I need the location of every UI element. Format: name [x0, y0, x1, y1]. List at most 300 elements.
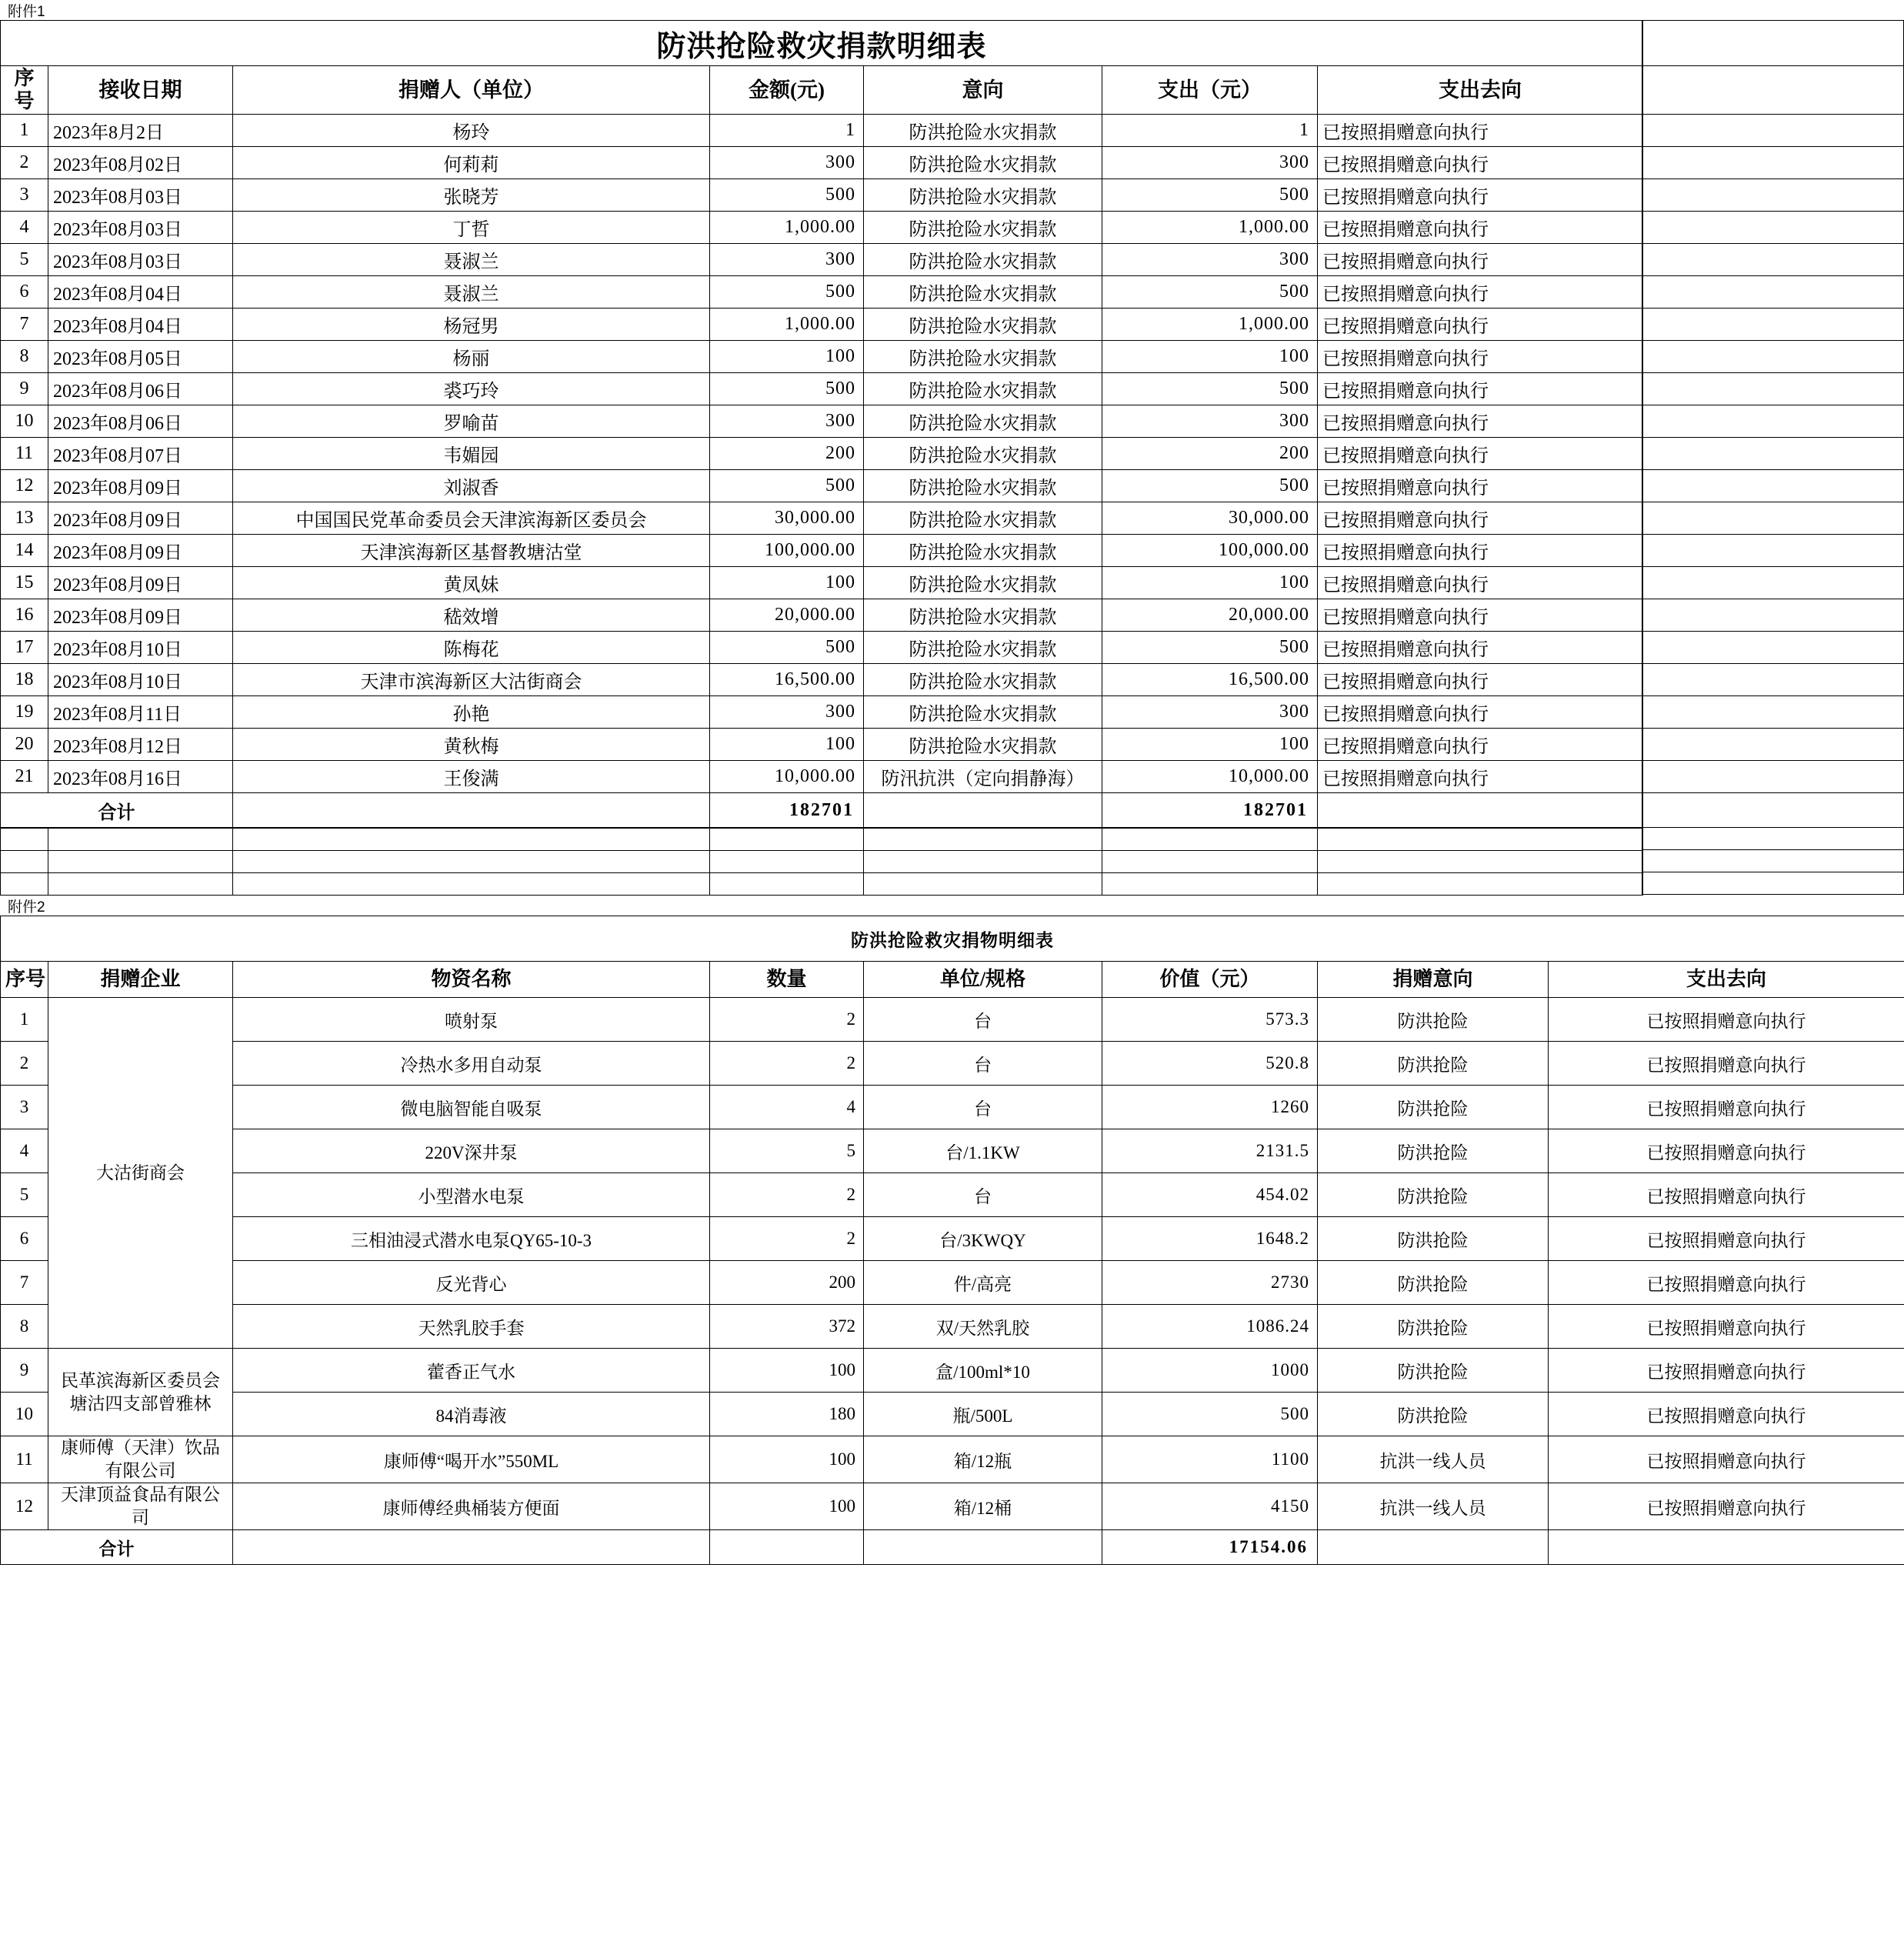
cell-intent: 防洪抢险水灾捐款: [864, 115, 1102, 147]
empty-cell: [1642, 341, 1904, 373]
empty-row: [1642, 599, 1904, 632]
cell-amount: 500: [710, 470, 864, 502]
empty-row: [1642, 405, 1904, 438]
empty-row: [1642, 793, 1904, 828]
cell-expense: 500: [1102, 179, 1318, 212]
cell-donor: 张晓芳: [233, 179, 710, 212]
col-header-amount: 金额(元): [710, 66, 864, 115]
total-blank-donor: [233, 793, 710, 828]
table-row: [1, 244, 1643, 276]
cell-item: 微电脑智能自吸泵: [233, 1086, 710, 1129]
cell-date: 2023年08月12日: [48, 729, 233, 761]
cell-direction: 已按照捐赠意向执行: [1318, 309, 1643, 341]
cell-no: 4: [1, 212, 48, 244]
total-amount: 182701: [710, 793, 864, 828]
cell-direction: 已按照捐赠意向执行: [1318, 729, 1643, 761]
cell-donor: 黄凤妹: [233, 567, 710, 599]
cell-intent: 抗洪一线人员: [1318, 1436, 1549, 1483]
cell-direction: 已按照捐赠意向执行: [1318, 696, 1643, 729]
cell-date: 2023年08月02日: [48, 147, 233, 179]
cell-intent: 防洪抢险水灾捐款: [864, 309, 1102, 341]
cell-no: 14: [1, 535, 48, 567]
empty-cell: [1, 829, 48, 851]
cell-donor: 孙艳: [233, 696, 710, 729]
cell-direction: 已按照捐赠意向执行: [1549, 1261, 1904, 1305]
cell-no: 1: [1, 998, 48, 1042]
empty-row: [1, 873, 1643, 896]
table-row: [1, 1042, 1904, 1086]
cell-amount: 500: [710, 179, 864, 212]
table-row: [1, 664, 1643, 696]
cell-donor: 韦媚园: [233, 438, 710, 470]
cell-value: 4150: [1102, 1483, 1318, 1530]
cell-value: 454.02: [1102, 1173, 1318, 1217]
cell-qty: 100: [710, 1349, 864, 1393]
cell-direction: 已按照捐赠意向执行: [1549, 1436, 1904, 1483]
cell-value: 2131.5: [1102, 1129, 1318, 1173]
cell-unit: 台: [864, 998, 1102, 1042]
empty-cell: [1642, 212, 1904, 244]
cell-expense: 300: [1102, 696, 1318, 729]
cell-amount: 1,000.00: [710, 309, 864, 341]
empty-row: [1642, 567, 1904, 599]
cell-amount: 16,500.00: [710, 664, 864, 696]
attachment2-label: 附件2: [8, 899, 45, 916]
table1-title-row: [1, 21, 1643, 66]
cell-value: 573.3: [1102, 998, 1318, 1042]
table2-title-row: [1, 916, 1904, 962]
total-blank-qty: [710, 1530, 864, 1565]
empty-cell: [864, 829, 1102, 851]
cell-expense: 300: [1102, 405, 1318, 438]
table-row: [1, 1393, 1904, 1436]
table-row: [1, 1129, 1904, 1173]
empty-cell: [1642, 405, 1904, 438]
cell-intent: 抗洪一线人员: [1318, 1483, 1549, 1530]
total-blank-direction: [1549, 1530, 1904, 1565]
col-header-date: 接收日期: [48, 66, 233, 115]
cell-no: 7: [1, 309, 48, 341]
cell-value: 1100: [1102, 1436, 1318, 1483]
table2-title: 防洪抢险救灾捐物明细表: [1, 916, 1904, 962]
table-row: [1, 1349, 1904, 1393]
table-row: [1, 405, 1643, 438]
cell-amount: 100,000.00: [710, 535, 864, 567]
cell-date: 2023年08月16日: [48, 761, 233, 793]
cell-no: 8: [1, 341, 48, 373]
cell-date: 2023年08月09日: [48, 470, 233, 502]
attachment1-label: 附件1: [8, 4, 45, 20]
empty-cell: [1642, 599, 1904, 632]
cell-intent: 防洪抢险水灾捐款: [864, 244, 1102, 276]
cell-amount: 500: [710, 276, 864, 309]
empty-cell: [1642, 276, 1904, 309]
empty-cell: [1642, 872, 1904, 895]
cell-donor: 杨冠男: [233, 309, 710, 341]
cell-intent: 防洪抢险水灾捐款: [864, 599, 1102, 632]
cell-amount: 300: [710, 405, 864, 438]
empty-grid-rows: [0, 828, 1643, 896]
empty-row: [1642, 729, 1904, 761]
empty-cell: [1642, 438, 1904, 470]
cell-date: 2023年08月07日: [48, 438, 233, 470]
empty-cell: [1642, 244, 1904, 276]
cell-no: 18: [1, 664, 48, 696]
cell-no: 5: [1, 244, 48, 276]
cell-direction: 已按照捐赠意向执行: [1318, 341, 1643, 373]
cell-donor: 王俊满: [233, 761, 710, 793]
cell-no: 10: [1, 405, 48, 438]
cell-direction: 已按照捐赠意向执行: [1318, 179, 1643, 212]
empty-row: [1642, 373, 1904, 405]
table-row: [1, 1483, 1904, 1530]
cell-amount: 500: [710, 632, 864, 664]
cell-no: 12: [1, 1483, 48, 1530]
cell-donor: 丁哲: [233, 212, 710, 244]
empty-cell: [1318, 829, 1643, 851]
cell-unit: 盒/100ml*10: [864, 1349, 1102, 1393]
cell-date: 2023年08月03日: [48, 212, 233, 244]
cell-direction: 已按照捐赠意向执行: [1318, 632, 1643, 664]
empty-row: [1642, 115, 1904, 147]
empty-row: [1642, 244, 1904, 276]
cell-intent: 防洪抢险水灾捐款: [864, 373, 1102, 405]
col-header-expense: 支出（元）: [1102, 66, 1318, 115]
empty-cell: [48, 851, 233, 873]
cell-intent: 防汛抗洪（定向捐静海）: [864, 761, 1102, 793]
cell-direction: 已按照捐赠意向执行: [1549, 1129, 1904, 1173]
col-header-intent: 意向: [864, 66, 1102, 115]
cell-date: 2023年08月03日: [48, 244, 233, 276]
empty-cell: [864, 851, 1102, 873]
cell-expense: 100,000.00: [1102, 535, 1318, 567]
cell-amount: 10,000.00: [710, 761, 864, 793]
empty-cell: [1642, 793, 1904, 828]
cell-enterprise: 康师傅（天津）饮品有限公司: [48, 1436, 233, 1483]
cell-donor: 杨丽: [233, 341, 710, 373]
empty-cell: [1318, 873, 1643, 896]
cell-qty: 5: [710, 1129, 864, 1173]
empty-row: [1642, 850, 1904, 872]
cell-date: 2023年08月09日: [48, 535, 233, 567]
table-row: [1, 998, 1904, 1042]
cell-direction: 已按照捐赠意向执行: [1318, 438, 1643, 470]
empty-cell: [710, 851, 864, 873]
total-label: 合计: [1, 793, 233, 828]
cell-expense: 20,000.00: [1102, 599, 1318, 632]
cell-intent: 防洪抢险水灾捐款: [864, 502, 1102, 535]
empty-row: [1642, 502, 1904, 535]
cell-donor: 天津滨海新区基督教塘沽堂: [233, 535, 710, 567]
cell-direction: 已按照捐赠意向执行: [1549, 1173, 1904, 1217]
total-label: 合计: [1, 1530, 233, 1565]
empty-row: [1642, 828, 1904, 850]
cell-qty: 372: [710, 1305, 864, 1349]
cell-unit: 箱/12桶: [864, 1483, 1102, 1530]
col-header-no: 序号: [1, 66, 48, 115]
cell-no: 6: [1, 1217, 48, 1261]
empty-row: [1642, 309, 1904, 341]
cell-direction: 已按照捐赠意向执行: [1318, 502, 1643, 535]
empty-row: [1642, 761, 1904, 793]
total-expense: 182701: [1102, 793, 1318, 828]
cell-amount: 1: [710, 115, 864, 147]
cell-direction: 已按照捐赠意向执行: [1318, 276, 1643, 309]
cell-value: 520.8: [1102, 1042, 1318, 1086]
cell-direction: 已按照捐赠意向执行: [1318, 599, 1643, 632]
empty-cell: [1642, 309, 1904, 341]
cell-qty: 4: [710, 1086, 864, 1129]
empty-row: [1642, 664, 1904, 696]
cell-donor: 陈梅花: [233, 632, 710, 664]
cell-intent: 防洪抢险水灾捐款: [864, 179, 1102, 212]
col-header-enterprise: 捐赠企业: [48, 962, 233, 998]
empty-cell: [1318, 851, 1643, 873]
empty-cell: [864, 873, 1102, 896]
empty-cell: [233, 873, 710, 896]
table-row: [1, 341, 1643, 373]
table-row: [1, 502, 1643, 535]
empty-row: [1642, 341, 1904, 373]
cell-no: 3: [1, 179, 48, 212]
empty-cell: [1642, 470, 1904, 502]
cell-expense: 10,000.00: [1102, 761, 1318, 793]
cell-intent: 防洪抢险水灾捐款: [864, 632, 1102, 664]
cell-no: 15: [1, 567, 48, 599]
cell-amount: 200: [710, 438, 864, 470]
col-header-value: 价值（元）: [1102, 962, 1318, 998]
cell-intent: 防洪抢险水灾捐款: [864, 341, 1102, 373]
table-row: [1, 1086, 1904, 1129]
cell-expense: 16,500.00: [1102, 664, 1318, 696]
cell-donor: 聂淑兰: [233, 276, 710, 309]
cell-qty: 180: [710, 1393, 864, 1436]
cell-qty: 2: [710, 1173, 864, 1217]
empty-cell: [1642, 567, 1904, 599]
empty-cell: [1642, 147, 1904, 179]
cell-direction: 已按照捐赠意向执行: [1318, 761, 1643, 793]
cell-direction: 已按照捐赠意向执行: [1318, 115, 1643, 147]
cell-expense: 100: [1102, 341, 1318, 373]
empty-row: [1642, 535, 1904, 567]
cell-expense: 100: [1102, 729, 1318, 761]
empty-cell: [1642, 373, 1904, 405]
cell-item: 喷射泵: [233, 998, 710, 1042]
cell-direction: 已按照捐赠意向执行: [1318, 373, 1643, 405]
cell-expense: 500: [1102, 276, 1318, 309]
empty-cell: [710, 829, 864, 851]
cell-no: 3: [1, 1086, 48, 1129]
cell-amount: 100: [710, 341, 864, 373]
table-row: [1, 147, 1643, 179]
cell-direction: 已按照捐赠意向执行: [1549, 1483, 1904, 1530]
table-row: [1, 1305, 1904, 1349]
cell-no: 8: [1, 1305, 48, 1349]
cell-qty: 2: [710, 1042, 864, 1086]
cell-direction: 已按照捐赠意向执行: [1549, 1042, 1904, 1086]
cell-date: 2023年08月06日: [48, 373, 233, 405]
empty-cell: [1642, 502, 1904, 535]
cell-intent: 防洪抢险: [1318, 1173, 1549, 1217]
cell-intent: 防洪抢险: [1318, 1129, 1549, 1173]
table-row: [1, 761, 1643, 793]
cell-expense: 1,000.00: [1102, 309, 1318, 341]
cell-direction: 已按照捐赠意向执行: [1549, 1393, 1904, 1436]
cell-donor: 杨玲: [233, 115, 710, 147]
cell-donor: 聂淑兰: [233, 244, 710, 276]
table2-total-row: [1, 1530, 1904, 1565]
empty-cell: [1642, 761, 1904, 793]
cell-unit: 台: [864, 1173, 1102, 1217]
cell-expense: 200: [1102, 438, 1318, 470]
cell-date: 2023年08月06日: [48, 405, 233, 438]
cell-qty: 2: [710, 998, 864, 1042]
empty-row: [1, 829, 1643, 851]
cell-donor: 罗喻苗: [233, 405, 710, 438]
cell-intent: 防洪抢险: [1318, 1393, 1549, 1436]
cell-expense: 300: [1102, 244, 1318, 276]
cell-direction: 已按照捐赠意向执行: [1549, 1305, 1904, 1349]
cell-value: 2730: [1102, 1261, 1318, 1305]
total-blank-unit: [864, 1530, 1102, 1565]
cell-amount: 1,000.00: [710, 212, 864, 244]
empty-cell: [1102, 873, 1318, 896]
cell-no: 21: [1, 761, 48, 793]
cell-expense: 500: [1102, 632, 1318, 664]
cell-no: 9: [1, 373, 48, 405]
cell-intent: 防洪抢险: [1318, 1217, 1549, 1261]
cell-item: 康师傅“喝开水”550ML: [233, 1436, 710, 1483]
empty-cell: [1642, 21, 1904, 66]
empty-cell: [1, 851, 48, 873]
donation-goods-table: [0, 916, 1904, 1565]
empty-row: [1642, 872, 1904, 895]
cell-intent: 防洪抢险水灾捐款: [864, 276, 1102, 309]
cell-date: 2023年08月09日: [48, 599, 233, 632]
empty-row: [1642, 438, 1904, 470]
cell-date: 2023年08月11日: [48, 696, 233, 729]
cell-direction: 已按照捐赠意向执行: [1549, 1217, 1904, 1261]
donation-money-table: [0, 20, 1643, 828]
table-row: [1, 115, 1643, 147]
cell-no: 10: [1, 1393, 48, 1436]
table-row: [1, 470, 1643, 502]
empty-cell: [1642, 828, 1904, 850]
cell-direction: 已按照捐赠意向执行: [1318, 147, 1643, 179]
cell-expense: 1,000.00: [1102, 212, 1318, 244]
cell-unit: 台: [864, 1042, 1102, 1086]
cell-no: 5: [1, 1173, 48, 1217]
empty-row: [1642, 66, 1904, 115]
cell-expense: 500: [1102, 373, 1318, 405]
cell-no: 6: [1, 276, 48, 309]
cell-item: 天然乳胶手套: [233, 1305, 710, 1349]
total-blank-intent: [1318, 1530, 1549, 1565]
empty-cell: [1642, 115, 1904, 147]
cell-value: 1086.24: [1102, 1305, 1318, 1349]
cell-item: 220V深井泵: [233, 1129, 710, 1173]
empty-cell: [233, 829, 710, 851]
cell-no: 1: [1, 115, 48, 147]
cell-direction: 已按照捐赠意向执行: [1318, 405, 1643, 438]
total-value: 17154.06: [1102, 1530, 1318, 1565]
cell-no: 17: [1, 632, 48, 664]
col-header-unit: 单位/规格: [864, 962, 1102, 998]
empty-cell: [1642, 632, 1904, 664]
cell-no: 13: [1, 502, 48, 535]
empty-cell: [710, 873, 864, 896]
table-row: [1, 567, 1643, 599]
cell-no: 4: [1, 1129, 48, 1173]
cell-enterprise: 天津顶益食品有限公司: [48, 1483, 233, 1530]
cell-no: 20: [1, 729, 48, 761]
col-header-qty: 数量: [710, 962, 864, 998]
empty-cell: [1102, 829, 1318, 851]
cell-unit: 台/3KWQY: [864, 1217, 1102, 1261]
cell-unit: 双/天然乳胶: [864, 1305, 1102, 1349]
col-header-direction: 支出去向: [1549, 962, 1904, 998]
cell-unit: 台: [864, 1086, 1102, 1129]
cell-intent: 防洪抢险水灾捐款: [864, 696, 1102, 729]
cell-donor: 中国国民党革命委员会天津滨海新区委员会: [233, 502, 710, 535]
cell-direction: 已按照捐赠意向执行: [1318, 212, 1643, 244]
cell-direction: 已按照捐赠意向执行: [1549, 1349, 1904, 1393]
empty-cell: [1102, 851, 1318, 873]
cell-expense: 500: [1102, 470, 1318, 502]
empty-cell: [1642, 696, 1904, 729]
cell-item: 藿香正气水: [233, 1349, 710, 1393]
cell-intent: 防洪抢险: [1318, 998, 1549, 1042]
empty-cell: [1642, 179, 1904, 212]
cell-intent: 防洪抢险: [1318, 1086, 1549, 1129]
empty-cell: [1642, 664, 1904, 696]
col-header-intent: 捐赠意向: [1318, 962, 1549, 998]
empty-row: [1642, 632, 1904, 664]
empty-cell: [1642, 729, 1904, 761]
cell-item: 反光背心: [233, 1261, 710, 1305]
cell-direction: 已按照捐赠意向执行: [1318, 470, 1643, 502]
cell-intent: 防洪抢险: [1318, 1305, 1549, 1349]
cell-intent: 防洪抢险水灾捐款: [864, 470, 1102, 502]
cell-direction: 已按照捐赠意向执行: [1318, 664, 1643, 696]
cell-date: 2023年08月10日: [48, 632, 233, 664]
cell-intent: 防洪抢险水灾捐款: [864, 535, 1102, 567]
cell-value: 500: [1102, 1393, 1318, 1436]
cell-no: 16: [1, 599, 48, 632]
cell-enterprise: 民革滨海新区委员会塘沽四支部曾雅林: [48, 1349, 233, 1436]
empty-cell: [1, 873, 48, 896]
cell-donor: 何莉莉: [233, 147, 710, 179]
cell-date: 2023年08月10日: [48, 664, 233, 696]
table-row: [1, 1261, 1904, 1305]
col-header-donor: 捐赠人（单位）: [233, 66, 710, 115]
empty-row: [1642, 212, 1904, 244]
cell-item: 冷热水多用自动泵: [233, 1042, 710, 1086]
cell-value: 1260: [1102, 1086, 1318, 1129]
cell-qty: 2: [710, 1217, 864, 1261]
cell-qty: 100: [710, 1436, 864, 1483]
empty-row: [1642, 470, 1904, 502]
cell-donor: 裘巧玲: [233, 373, 710, 405]
col-header-item: 物资名称: [233, 962, 710, 998]
table-row: [1, 696, 1643, 729]
table-row: [1, 599, 1643, 632]
cell-direction: 已按照捐赠意向执行: [1549, 1086, 1904, 1129]
cell-direction: 已按照捐赠意向执行: [1318, 567, 1643, 599]
cell-expense: 1: [1102, 115, 1318, 147]
table-row: [1, 373, 1643, 405]
cell-intent: 防洪抢险水灾捐款: [864, 147, 1102, 179]
